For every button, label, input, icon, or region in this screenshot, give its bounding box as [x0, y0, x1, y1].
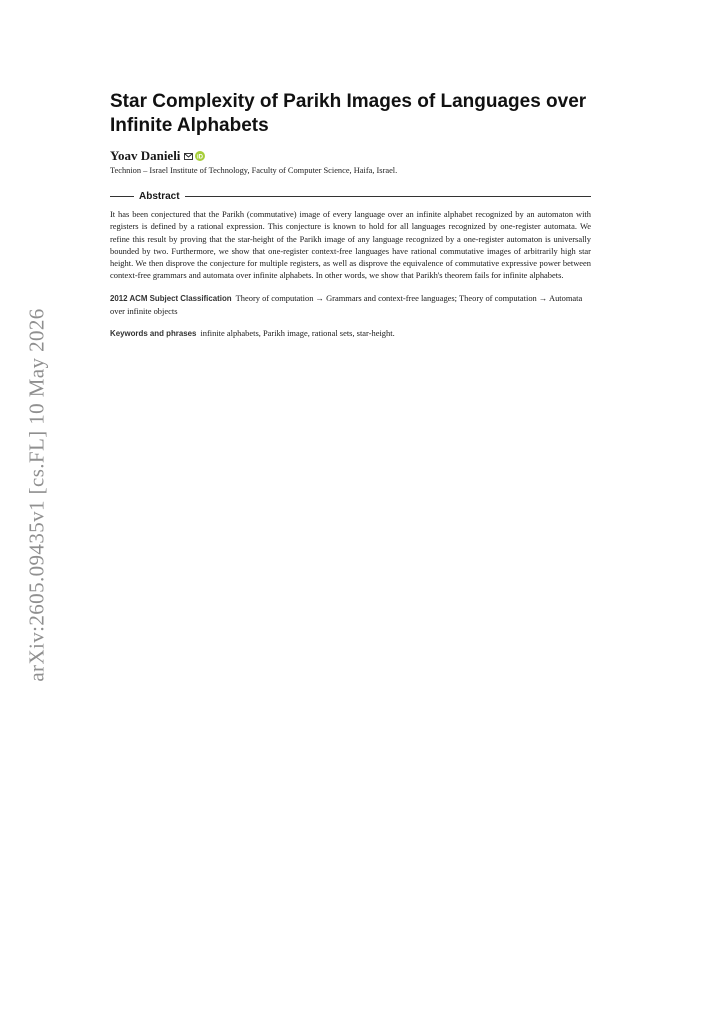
paper-title: Star Complexity of Parikh Images of Languages over Infinite Alphabets	[110, 91, 587, 136]
paper-first-page	[110, 90, 591, 341]
arxiv-sidebar	[20, 295, 54, 695]
author-affiliation: Technion – Israel Institute of Technology, Faculty of Computer Science, Haifa, Israel.	[110, 166, 398, 175]
svg-text:iD: iD	[197, 154, 204, 161]
acm-label: 2012 ACM Subject Classification	[110, 293, 232, 303]
author-name: Yoav Danieli	[110, 148, 181, 163]
acm-classification	[110, 292, 591, 318]
acm-value: Theory of computation → Grammars and context-free languages; Theory of computation → Automata over infinite objects	[110, 292, 583, 317]
keywords-label: Keywords and phrases	[110, 329, 197, 339]
abstract-heading-row	[110, 191, 591, 202]
abstract-rule-right	[185, 196, 591, 197]
abstract-rule-left	[110, 196, 134, 197]
mail-icon[interactable]	[184, 153, 193, 160]
abstract-text: It has been conjectured that the Parikh (commutative) image of every language over an infinite alphabet recognized by an automaton with registers is defined by a rational expression. This conjecture is known to hold for all languages recognized by one-register automata. We refine this result by proving that the star-height of the Parikh image of any language recognized by a one-register automaton is universally bounded by two. Furthermore, we show that one-register context-free languages have rational commutative images of arbitrarily high star height. We then disprove the conjecture for multiple registers, as well as disprove the equivalence of commutative expressive power between context-free grammars and automata over infinite alphabets. In other words, we show that Parikh's theorem fails for infinite alphabets.	[110, 209, 591, 281]
arxiv-identifier: arXiv:2605.09435v1 [cs.FL] 10 May 2026	[24, 308, 49, 682]
orcid-icon[interactable]	[195, 151, 205, 161]
abstract-heading: Abstract	[139, 191, 180, 202]
keywords-value: infinite alphabets, Parikh image, rational sets, star-height.	[200, 328, 395, 339]
keywords	[110, 327, 591, 340]
author-line	[110, 148, 591, 164]
